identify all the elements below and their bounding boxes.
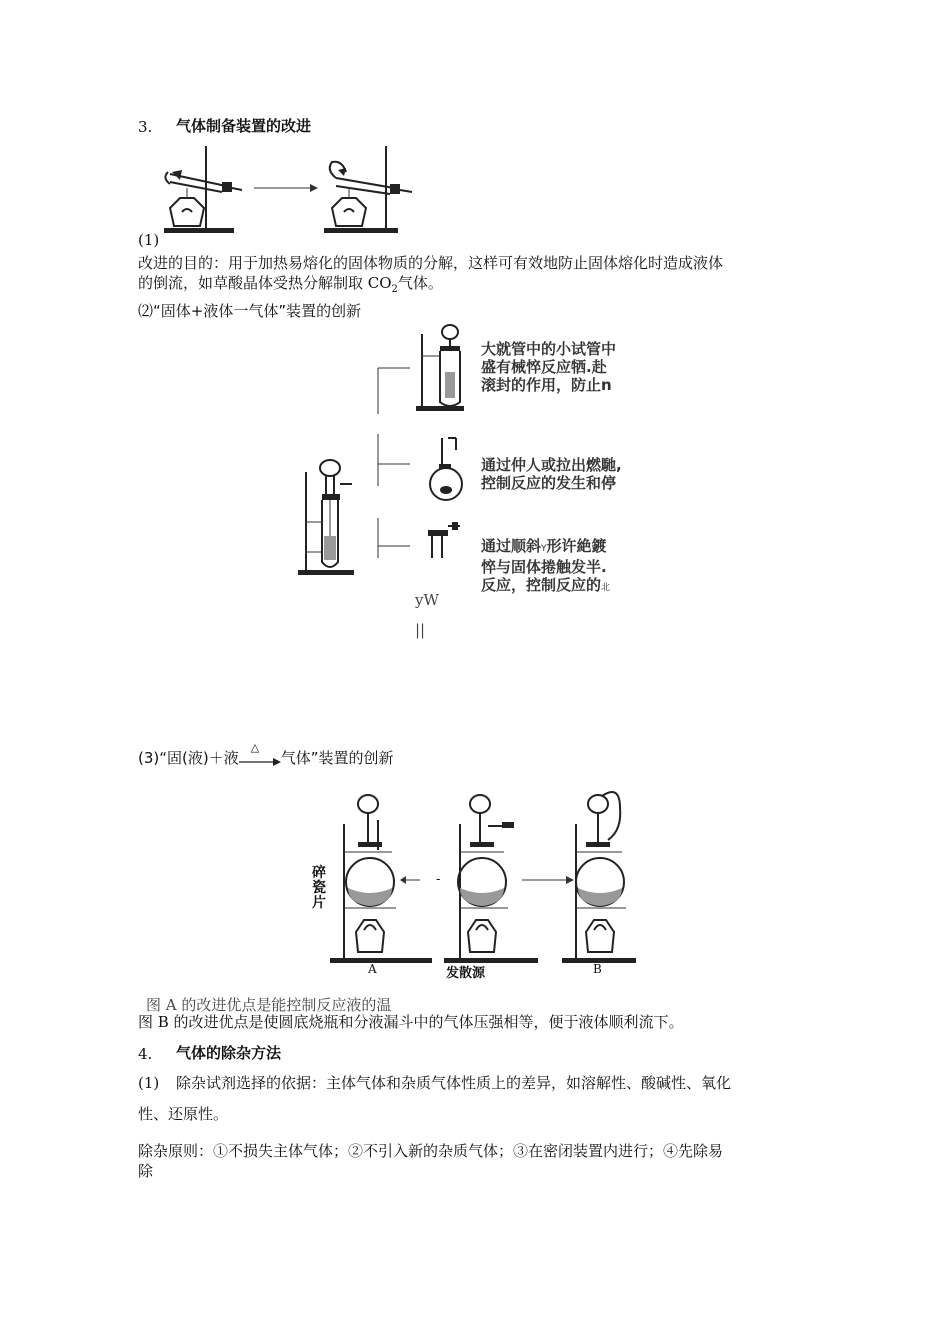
item-title: (3)“固(液)＋液 △ 气体”装置的创新 — [138, 740, 394, 767]
heating-apparatus-figure — [160, 142, 420, 238]
note-line-truncated: 图 A 的改进优点是能控制反应液的温 — [146, 996, 392, 1014]
figure-caption: || — [415, 621, 426, 639]
figure-mark: - — [436, 872, 441, 887]
heat-symbol: △ — [250, 740, 260, 754]
note-line: 图 B 的改进优点是使圆底烧瓶和分液漏斗中的气体压强相等，便于液体顺利流下。 — [138, 1013, 684, 1031]
heated-flask-apparatus-figure — [320, 780, 640, 980]
figure-side-label: 碎瓷片 — [312, 865, 326, 911]
figure-caption: yW — [415, 591, 439, 609]
annotation-block-3: 通过顺斜Y形许絶鍍 悴与固体捲触发半. 反应，控制反应的北 — [481, 537, 611, 594]
solid-liquid-apparatus-figure — [296, 322, 476, 582]
paragraph-line: 除 — [138, 1162, 154, 1180]
item-label: (1) — [138, 231, 160, 249]
paragraph-line: 改进的目的：用于加热易熔化的固体物质的分解，这样可有效地防止固体熔化时造成液体 — [138, 254, 724, 272]
figure-label-b: B — [593, 962, 602, 976]
figure-label-mid: 发散源 — [446, 966, 486, 981]
item-label: (1) — [138, 1074, 160, 1092]
annotation-block-2: 通过仲人或拉出燃馳, 控制反应的发生和停 — [481, 456, 622, 492]
paragraph-line: 除杂试剂选择的依据：主体气体和杂质气体性质上的差异，如溶解性、酸碱性、氧化 — [176, 1074, 732, 1092]
section-number: 3. — [138, 118, 153, 136]
paragraph-line: 性、还原性。 — [138, 1105, 229, 1123]
section-title: 气体制备装置的改进 — [176, 117, 312, 135]
section-number: 4. — [138, 1045, 153, 1063]
section-title: 气体的除杂方法 — [176, 1044, 282, 1062]
paragraph-line: 除杂原则：①不损失主体气体；②不引入新的杂质气体；③在密闭装置内进行；④先除易 — [138, 1142, 724, 1160]
item-title: ⑵“固体+液体一气体”装置的创新 — [138, 302, 362, 320]
figure-label-a: A — [368, 962, 377, 976]
paragraph-line: 的倒流，如草酸晶体受热分解制取 $CO_2$气体。 — [138, 274, 443, 295]
annotation-block-1: 大就管中的小试管中 盛有械悴反应牺.赴 滚封的作用，防止n — [481, 340, 617, 394]
reaction-arrow — [239, 740, 281, 766]
